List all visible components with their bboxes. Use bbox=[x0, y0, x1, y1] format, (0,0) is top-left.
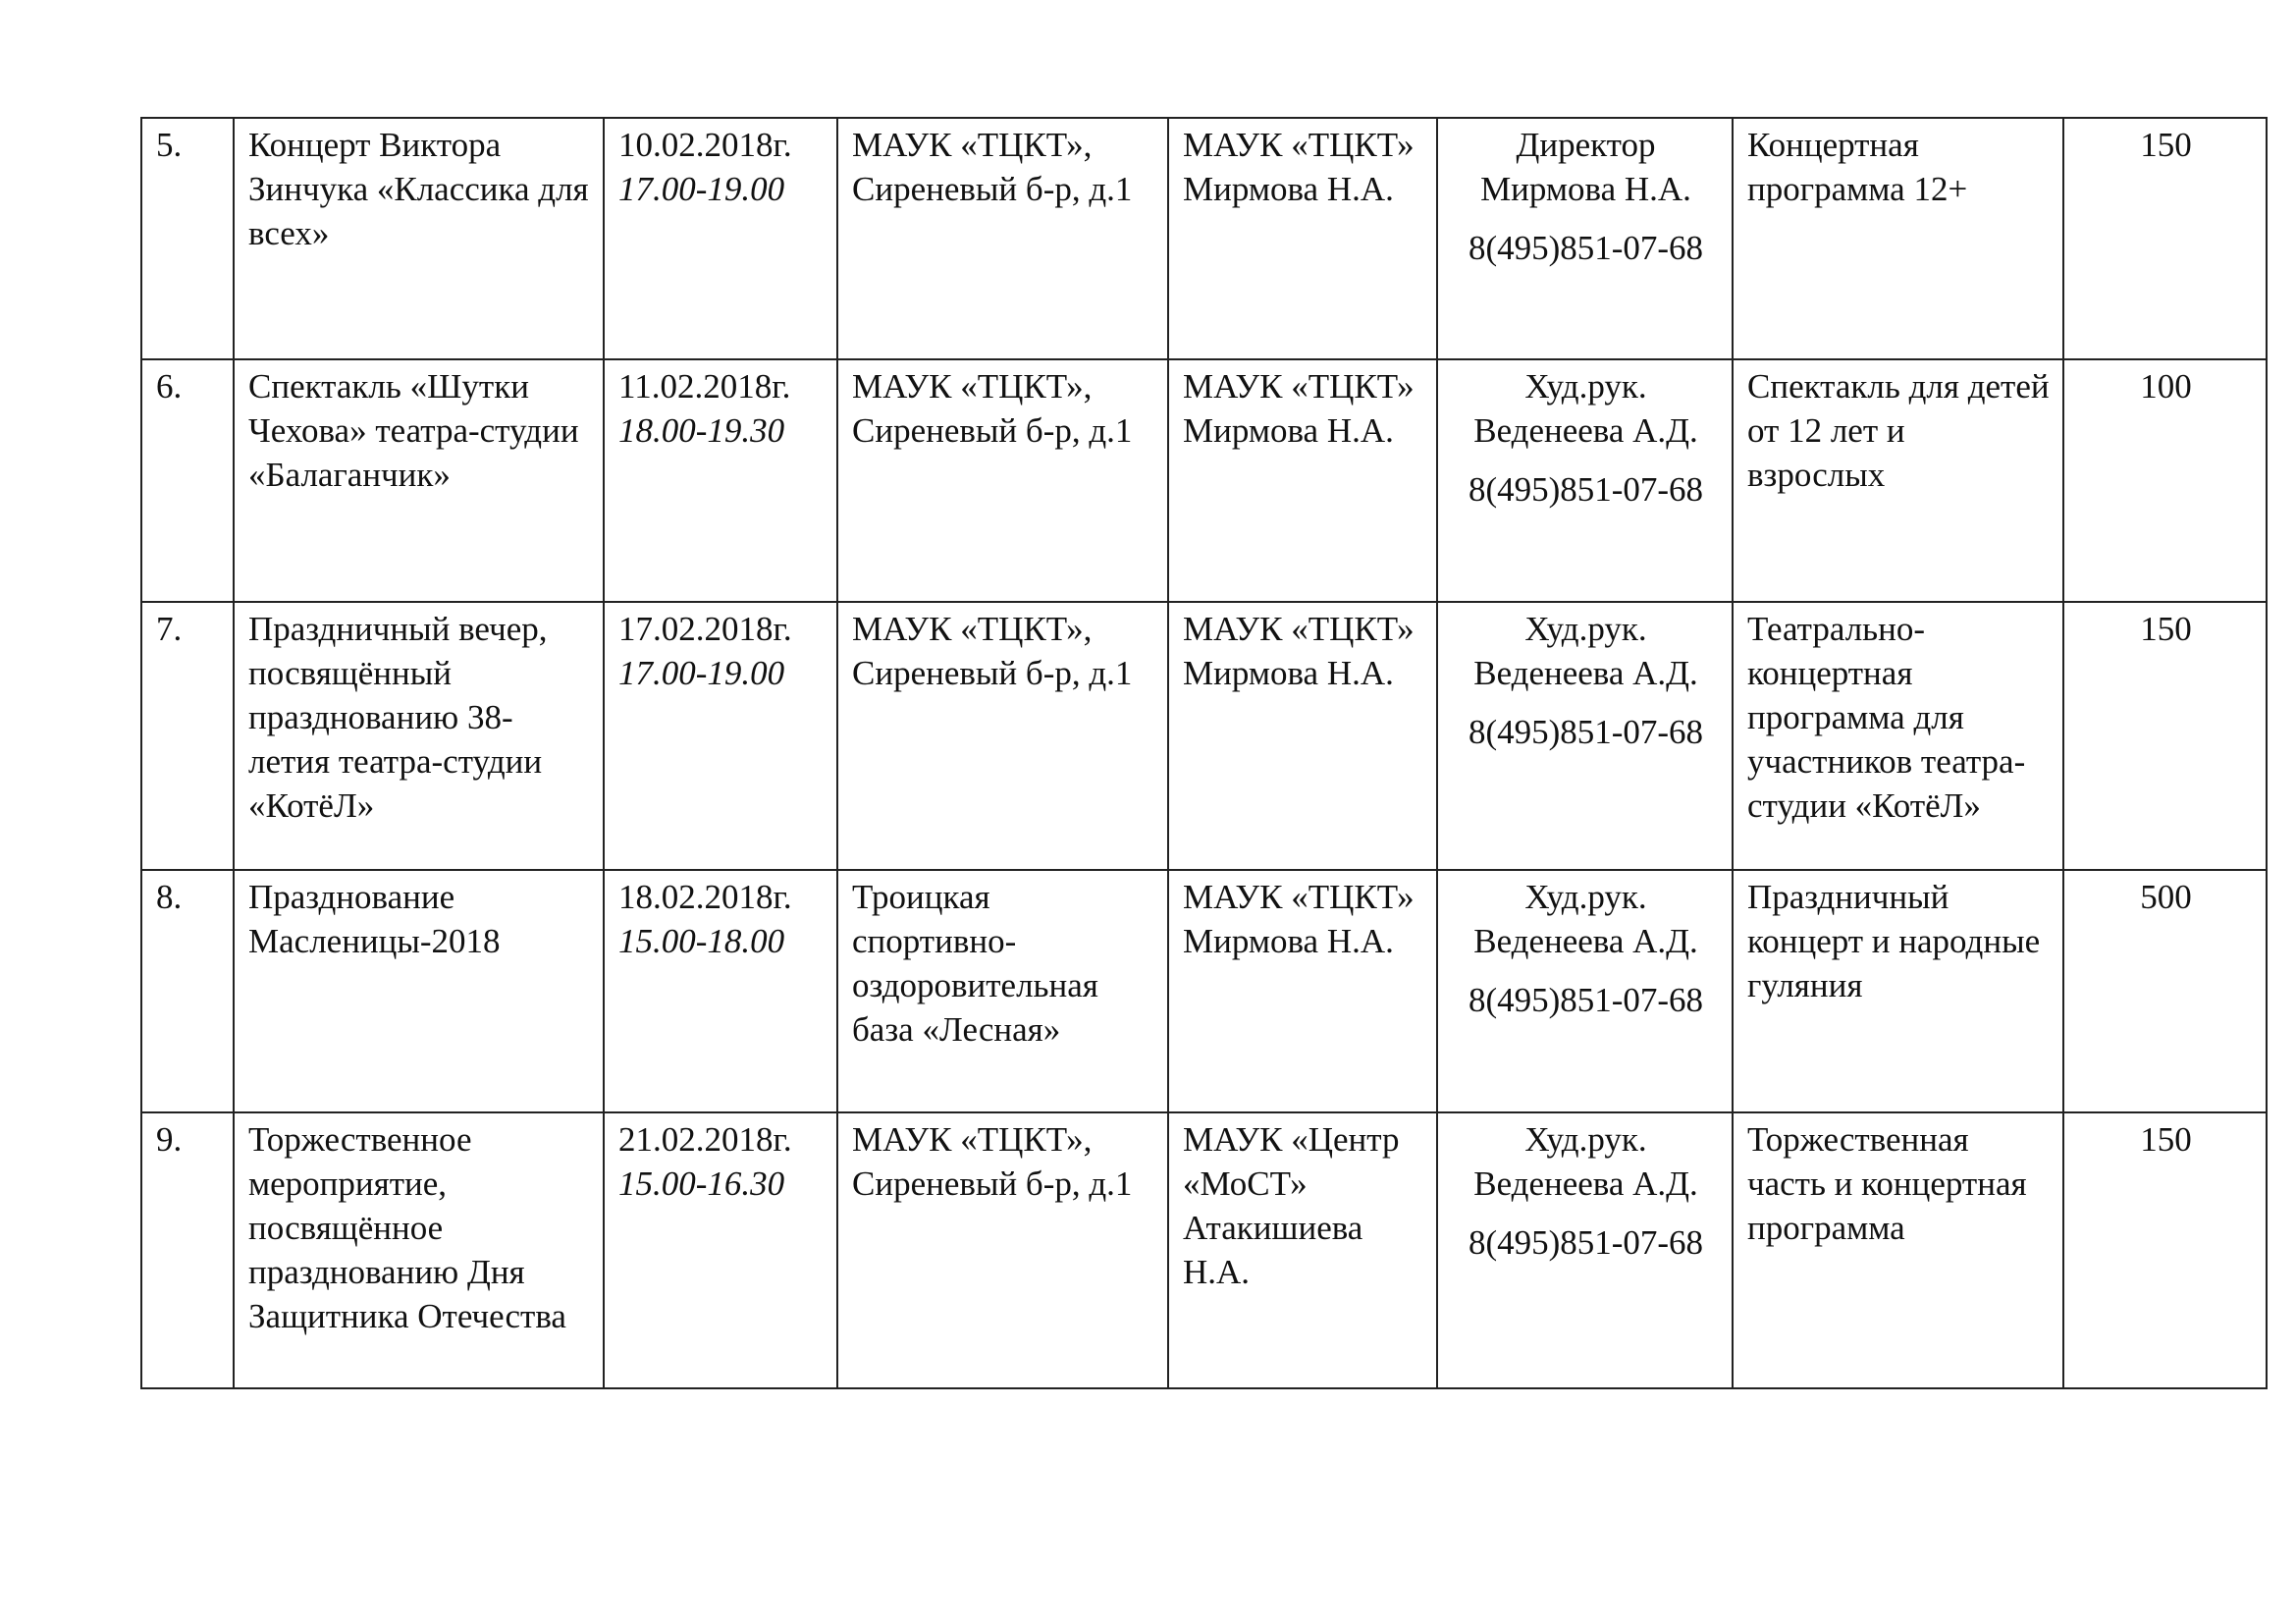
participant-count: 150 bbox=[2063, 602, 2267, 870]
event-date: 11.02.2018г. bbox=[618, 367, 791, 406]
event-organizer: МАУК «ТЦКТ» Мирмова Н.А. bbox=[1168, 870, 1437, 1112]
row-number: 9. bbox=[141, 1112, 234, 1388]
event-title: Спектакль «Шутки Чехова» театра-студии «Балаганчик» bbox=[234, 359, 604, 602]
event-datetime bbox=[604, 359, 837, 602]
event-venue: МАУК «ТЦКТ», Сиреневый б-р, д.1 bbox=[837, 602, 1168, 870]
event-format: Спектакль для детей от 12 лет и взрослых bbox=[1733, 359, 2063, 602]
table-row bbox=[141, 602, 2267, 870]
row-number: 8. bbox=[141, 870, 234, 1112]
event-time: 18.00-19.30 bbox=[618, 411, 785, 450]
event-datetime bbox=[604, 1112, 837, 1388]
event-title: Празднование Масленицы-2018 bbox=[234, 870, 604, 1112]
event-format: Праздничный концерт и народные гуляния bbox=[1733, 870, 2063, 1112]
event-date: 21.02.2018г. bbox=[618, 1120, 792, 1159]
event-contact bbox=[1437, 118, 1733, 359]
event-title: Концерт Виктора Зинчука «Классика для всех» bbox=[234, 118, 604, 359]
event-organizer: МАУК «ТЦКТ» Мирмова Н.А. bbox=[1168, 118, 1437, 359]
event-datetime bbox=[604, 870, 837, 1112]
event-contact bbox=[1437, 870, 1733, 1112]
contact-phone: 8(495)851-07-68 bbox=[1468, 713, 1704, 751]
event-venue: МАУК «ТЦКТ», Сиреневый б-р, д.1 bbox=[837, 1112, 1168, 1388]
row-number: 5. bbox=[141, 118, 234, 359]
event-contact bbox=[1437, 359, 1733, 602]
event-contact bbox=[1437, 1112, 1733, 1388]
event-format: Театрально-концертная программа для участников театра-студии «КотёЛ» bbox=[1733, 602, 2063, 870]
participant-count: 150 bbox=[2063, 1112, 2267, 1388]
contact-phone: 8(495)851-07-68 bbox=[1468, 229, 1704, 267]
event-organizer: МАУК «ТЦКТ» Мирмова Н.А. bbox=[1168, 602, 1437, 870]
responsible-person: Худ.рук. Веденеева А.Д. bbox=[1473, 367, 1698, 450]
responsible-person: Худ.рук. Веденеева А.Д. bbox=[1473, 878, 1698, 960]
event-format: Концертная программа 12+ bbox=[1733, 118, 2063, 359]
events-table bbox=[140, 117, 2268, 1389]
event-time: 15.00-16.30 bbox=[618, 1164, 785, 1203]
event-organizer: МАУК «Центр «МоСТ» Атакишиева Н.А. bbox=[1168, 1112, 1437, 1388]
table-row bbox=[141, 870, 2267, 1112]
event-venue: МАУК «ТЦКТ», Сиреневый б-р, д.1 bbox=[837, 359, 1168, 602]
table-row bbox=[141, 1112, 2267, 1388]
responsible-person: Худ.рук. Веденеева А.Д. bbox=[1473, 1120, 1698, 1203]
table-row bbox=[141, 118, 2267, 359]
contact-phone: 8(495)851-07-68 bbox=[1468, 981, 1704, 1019]
row-number: 6. bbox=[141, 359, 234, 602]
event-contact bbox=[1437, 602, 1733, 870]
event-datetime bbox=[604, 118, 837, 359]
event-datetime bbox=[604, 602, 837, 870]
event-organizer: МАУК «ТЦКТ» Мирмова Н.А. bbox=[1168, 359, 1437, 602]
contact-phone: 8(495)851-07-68 bbox=[1468, 470, 1704, 509]
event-format: Торжественная часть и концертная программа bbox=[1733, 1112, 2063, 1388]
event-venue: Троицкая спортивно-оздоровительная база «Лесная» bbox=[837, 870, 1168, 1112]
event-time: 17.00-19.00 bbox=[618, 654, 785, 692]
event-date: 10.02.2018г. bbox=[618, 126, 792, 164]
event-time: 17.00-19.00 bbox=[618, 170, 785, 208]
event-venue: МАУК «ТЦКТ», Сиреневый б-р, д.1 bbox=[837, 118, 1168, 359]
participant-count: 100 bbox=[2063, 359, 2267, 602]
event-date: 18.02.2018г. bbox=[618, 878, 792, 916]
participant-count: 500 bbox=[2063, 870, 2267, 1112]
participant-count: 150 bbox=[2063, 118, 2267, 359]
event-time: 15.00-18.00 bbox=[618, 922, 785, 960]
event-title: Праздничный вечер, посвящённый празднованию 38-летия театра-студии «КотёЛ» bbox=[234, 602, 604, 870]
responsible-person: Худ.рук. Веденеева А.Д. bbox=[1473, 610, 1698, 692]
event-title: Торжественное мероприятие, посвящённое празднованию Дня Защитника Отечества bbox=[234, 1112, 604, 1388]
contact-phone: 8(495)851-07-68 bbox=[1468, 1223, 1704, 1262]
row-number: 7. bbox=[141, 602, 234, 870]
table-row bbox=[141, 359, 2267, 602]
responsible-person: Директор Мирмова Н.А. bbox=[1480, 126, 1691, 208]
event-date: 17.02.2018г. bbox=[618, 610, 792, 648]
